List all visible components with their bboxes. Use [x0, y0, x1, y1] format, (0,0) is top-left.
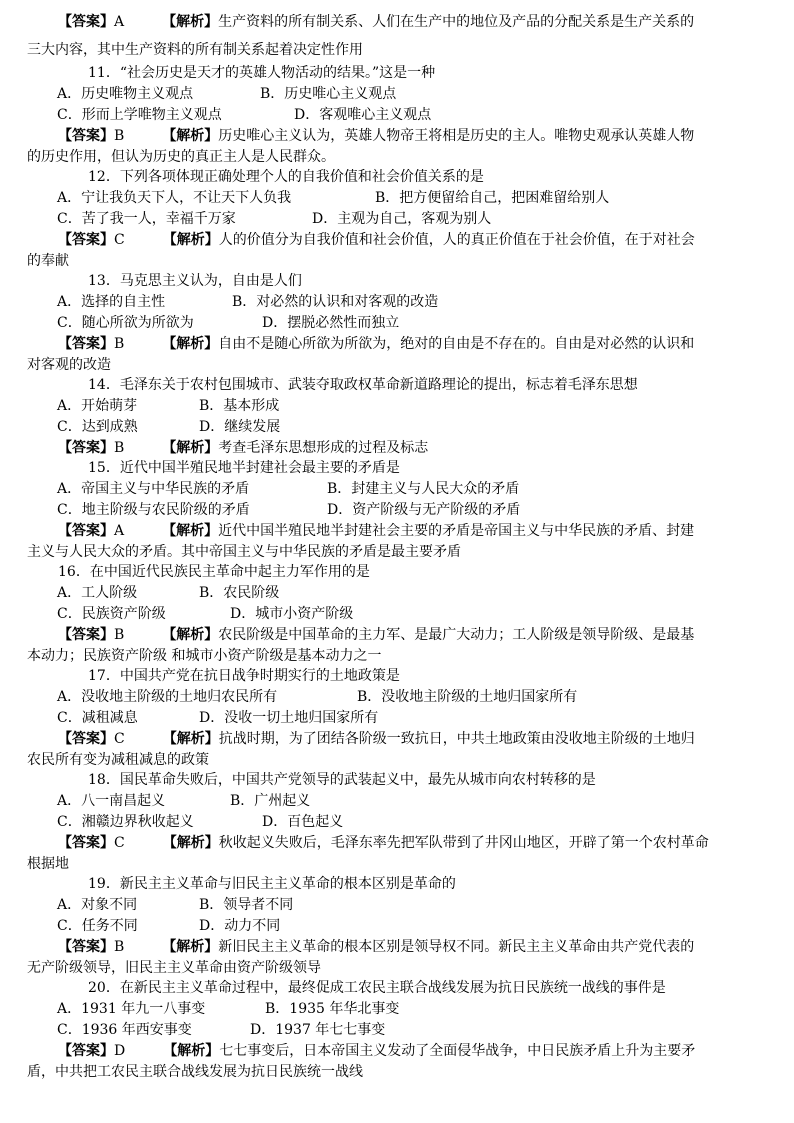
option: A．历史唯物主义观点 [57, 86, 194, 102]
option: B．农民阶级 [199, 585, 280, 601]
analysis-continuation: 的历史作用，但认为历史的真正主人是人民群众。 [27, 149, 335, 165]
question-text: 12．下列各项体现正确处理个人的自我价值和社会价值关系的是 [88, 169, 484, 185]
option: D．继续发展 [199, 419, 281, 435]
option: B．没收地主阶级的土地归国家所有 [357, 689, 578, 705]
question-text: 11．“社会历史是天才的英雄人物活动的结果。”这是一种 [88, 65, 436, 81]
option: D．主观为自己，客观为别人 [312, 211, 492, 227]
analysis-continuation: 农民所有变为减租减息的政策 [27, 752, 209, 768]
option: B．历史唯心主义观点 [260, 86, 397, 102]
answer-line: 【答案】D 【解析】七七事变后，日本帝国主义发动了全面侵华战争，中日民族矛盾上升为主要矛 [58, 1043, 696, 1059]
option: B．广州起义 [230, 793, 311, 809]
option: C．随心所欲为所欲为 [57, 315, 194, 331]
option: D．资产阶级与无产阶级的矛盾 [327, 502, 521, 518]
answer-line: 【答案】B 【解析】考查毛泽东思想形成的过程及标志 [58, 440, 429, 456]
question-text: 19．新民主主义革命与旧民主主义革命的根本区别是革命的 [88, 876, 456, 892]
option: B．封建主义与人民大众的矛盾 [327, 481, 520, 497]
answer-line: 【答案】B 【解析】农民阶级是中国革命的主力军、是最广大动力；工人阶级是领导阶级、是最基 [58, 627, 695, 643]
option: A．开始萌芽 [57, 398, 138, 414]
option: B．把方便留给自己，把困难留给别人 [375, 190, 610, 206]
answer-line: 【答案】C 【解析】人的价值分为自我价值和社会价值，人的真正价值在于社会价值，在于对社会 [58, 232, 695, 248]
option: A．宁让我负天下人，不让天下人负我 [57, 190, 292, 206]
analysis-continuation: 本动力；民族资产阶级 和城市小资产阶级是基本动力之一 [27, 648, 382, 664]
option: D．没收一切土地归国家所有 [199, 710, 379, 726]
option: A．选择的自主性 [57, 294, 166, 310]
option: D．百色起义 [262, 814, 344, 830]
option: D．1937 年七七事变 [250, 1022, 386, 1038]
option: D．客观唯心主义观点 [294, 107, 432, 123]
answer-line: 【答案】A 【解析】近代中国半殖民地半封建社会主要的矛盾是帝国主义与中华民族的矛盾、封建 [58, 523, 695, 539]
question-text: 16．在中国近代民族民主革命中起主力军作用的是 [58, 564, 370, 580]
analysis-continuation: 无产阶级领导，旧民主主义革命由资产阶级领导 [27, 960, 321, 976]
option: D．城市小资产阶级 [230, 606, 354, 622]
analysis-continuation: 盾，中共把工农民主联合战线发展为抗日民族统一战线 [27, 1064, 363, 1080]
answer-line: 【答案】C 【解析】秋收起义失败后，毛泽东率先把军队带到了井冈山地区，开辟了第一个农村革命 [58, 835, 709, 851]
answer-line: 【答案】A 【解析】生产资料的所有制关系、人们在生产中的地位及产品的分配关系是生产关系的 [58, 14, 695, 30]
question-text: 13．马克思主义认为，自由是人们 [88, 273, 302, 289]
analysis-continuation: 的奉献 [27, 253, 69, 269]
option: D．动力不同 [199, 918, 281, 934]
option: C．1936 年西安事变 [57, 1022, 192, 1038]
answer-line: 【答案】B 【解析】新旧民主主义革命的根本区别是领导权不同。新民主主义革命由共产党代表的 [58, 939, 695, 955]
analysis-continuation: 对客观的改造 [27, 357, 111, 373]
option: C．苦了我一人，幸福千万家 [57, 211, 236, 227]
answer-line: 【答案】B 【解析】自由不是随心所欲为所欲为，绝对的自由是不存在的。自由是对必然的认识和 [58, 336, 695, 352]
analysis-continuation: 主义与人民大众的矛盾。其中帝国主义与中华民族的矛盾是最主要矛盾 [27, 544, 461, 560]
option: A．1931 年九一八事变 [57, 1001, 206, 1017]
option: B．对必然的认识和对客观的改造 [232, 294, 439, 310]
analysis-continuation: 根据地 [27, 856, 69, 872]
option: C．达到成熟 [57, 419, 138, 435]
option: A．帝国主义与中华民族的矛盾 [57, 481, 250, 497]
option: C．减租减息 [57, 710, 138, 726]
question-text: 18．国民革命失败后，中国共产党领导的武装起义中，最先从城市向农村转移的是 [88, 772, 596, 788]
option: B．领导者不同 [199, 897, 294, 913]
question-text: 20．在新民主主义革命过程中，最终促成工农民主联合战线发展为抗日民族统一战线的事件是 [88, 980, 666, 996]
question-text: 14．毛泽东关于农村包围城市、武装夺取政权革命新道路理论的提出，标志着毛泽东思想 [88, 377, 638, 393]
option: C．形而上学唯物主义观点 [57, 107, 222, 123]
option: C．任务不同 [57, 918, 138, 934]
option: B．基本形成 [199, 398, 280, 414]
option: A．没收地主阶级的土地归农民所有 [57, 689, 278, 705]
question-text: 17．中国共产党在抗日战争时期实行的土地政策是 [88, 668, 400, 684]
option: A．对象不同 [57, 897, 138, 913]
analysis-continuation: 三大内容，其中生产资料的所有制关系起着决定性作用 [27, 42, 363, 58]
answer-line: 【答案】C 【解析】抗战时期，为了团结各阶级一致抗日，中共土地政策由没收地主阶级的土地归 [58, 731, 695, 747]
question-text: 15．近代中国半殖民地半封建社会最主要的矛盾是 [88, 460, 400, 476]
option: D．摆脱必然性而独立 [262, 315, 400, 331]
option: C．民族资产阶级 [57, 606, 166, 622]
answer-line: 【答案】B 【解析】历史唯心主义认为，英雄人物帝王将相是历史的主人。唯物史观承认英雄人物 [58, 128, 695, 144]
option: A．工人阶级 [57, 585, 138, 601]
option: B．1935 年华北事变 [265, 1001, 400, 1017]
option: C．地主阶级与农民阶级的矛盾 [57, 502, 250, 518]
option: C．湘赣边界秋收起义 [57, 814, 194, 830]
option: A．八一南昌起义 [57, 793, 166, 809]
